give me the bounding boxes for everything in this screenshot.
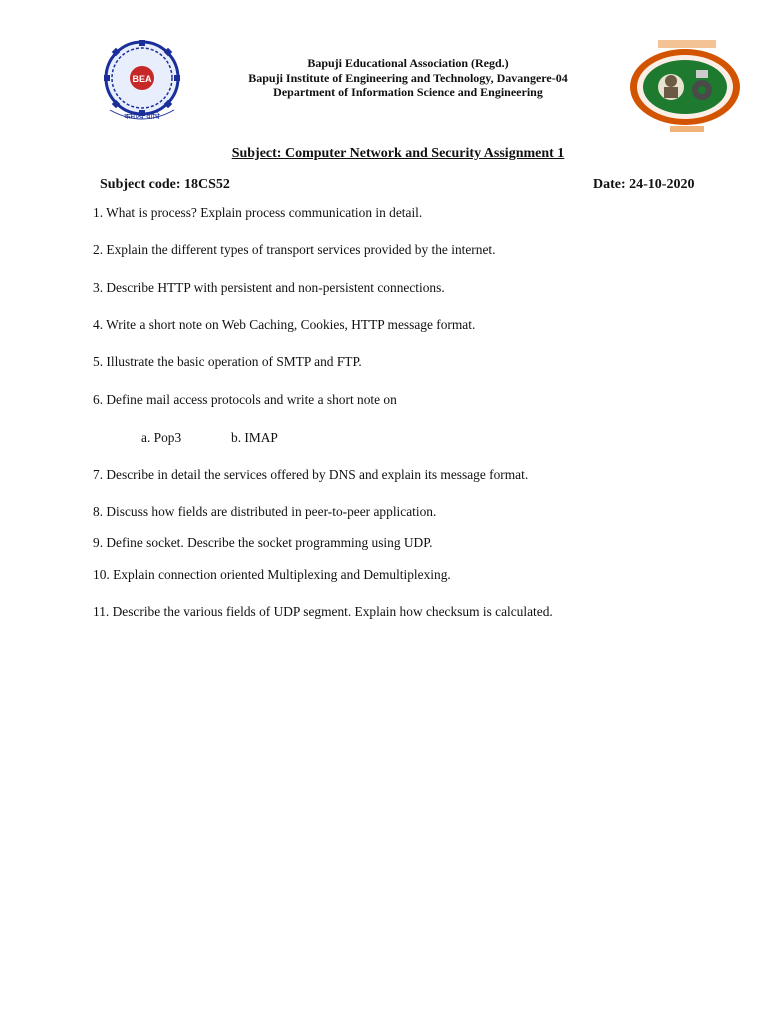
question-9: 9. Define socket. Describe the socket programming using UDP. (93, 535, 433, 550)
question-7: 7. Describe in detail the services offered by DNS and explain its message format. (93, 467, 529, 482)
question-11: 11. Describe the various fields of UDP segment. Explain how checksum is calculated. (93, 604, 553, 619)
subject-code: Subject code: 18CS52 (100, 177, 230, 192)
svg-text:कर्मण्ये वाधि: कर्मण्ये वाधि (124, 112, 160, 121)
college-logo (96, 40, 188, 122)
department-name: Department of Information Science and Engineering (273, 85, 543, 99)
question-5: 5. Illustrate the basic operation of SMTP and FTP. (93, 354, 362, 369)
question-2: 2. Explain the different types of transport services provided by the internet. (93, 242, 496, 257)
institute-emblem-icon (628, 40, 746, 136)
svg-text:BEA: BEA (132, 74, 152, 84)
question-1: 1. What is process? Explain process communication in detail. (93, 205, 423, 220)
question-4: 4. Write a short note on Web Caching, Cookies, HTTP message format. (93, 317, 476, 332)
institution-header (190, 56, 626, 100)
question-10: 10. Explain connection oriented Multiplexing and Demultiplexing. (93, 567, 451, 582)
question-8: 8. Discuss how fields are distributed in peer-to-peer application. (93, 504, 437, 519)
assignment-date: Date: 24-10-2020 (593, 177, 695, 192)
question-6: 6. Define mail access protocols and write a short note on (93, 392, 397, 407)
institute-name: Bapuji Institute of Engineering and Technology, Davangere-04 (248, 70, 568, 85)
subitem-imap: b. IMAP (231, 430, 278, 445)
subitem-pop3: a. Pop3 (141, 430, 182, 445)
question-3: 3. Describe HTTP with persistent and non-persistent connections. (93, 280, 445, 295)
association-name: Bapuji Educational Association (Regd.) (307, 56, 509, 70)
subject-title: Subject: Computer Network and Security Assignment 1 (231, 146, 565, 161)
